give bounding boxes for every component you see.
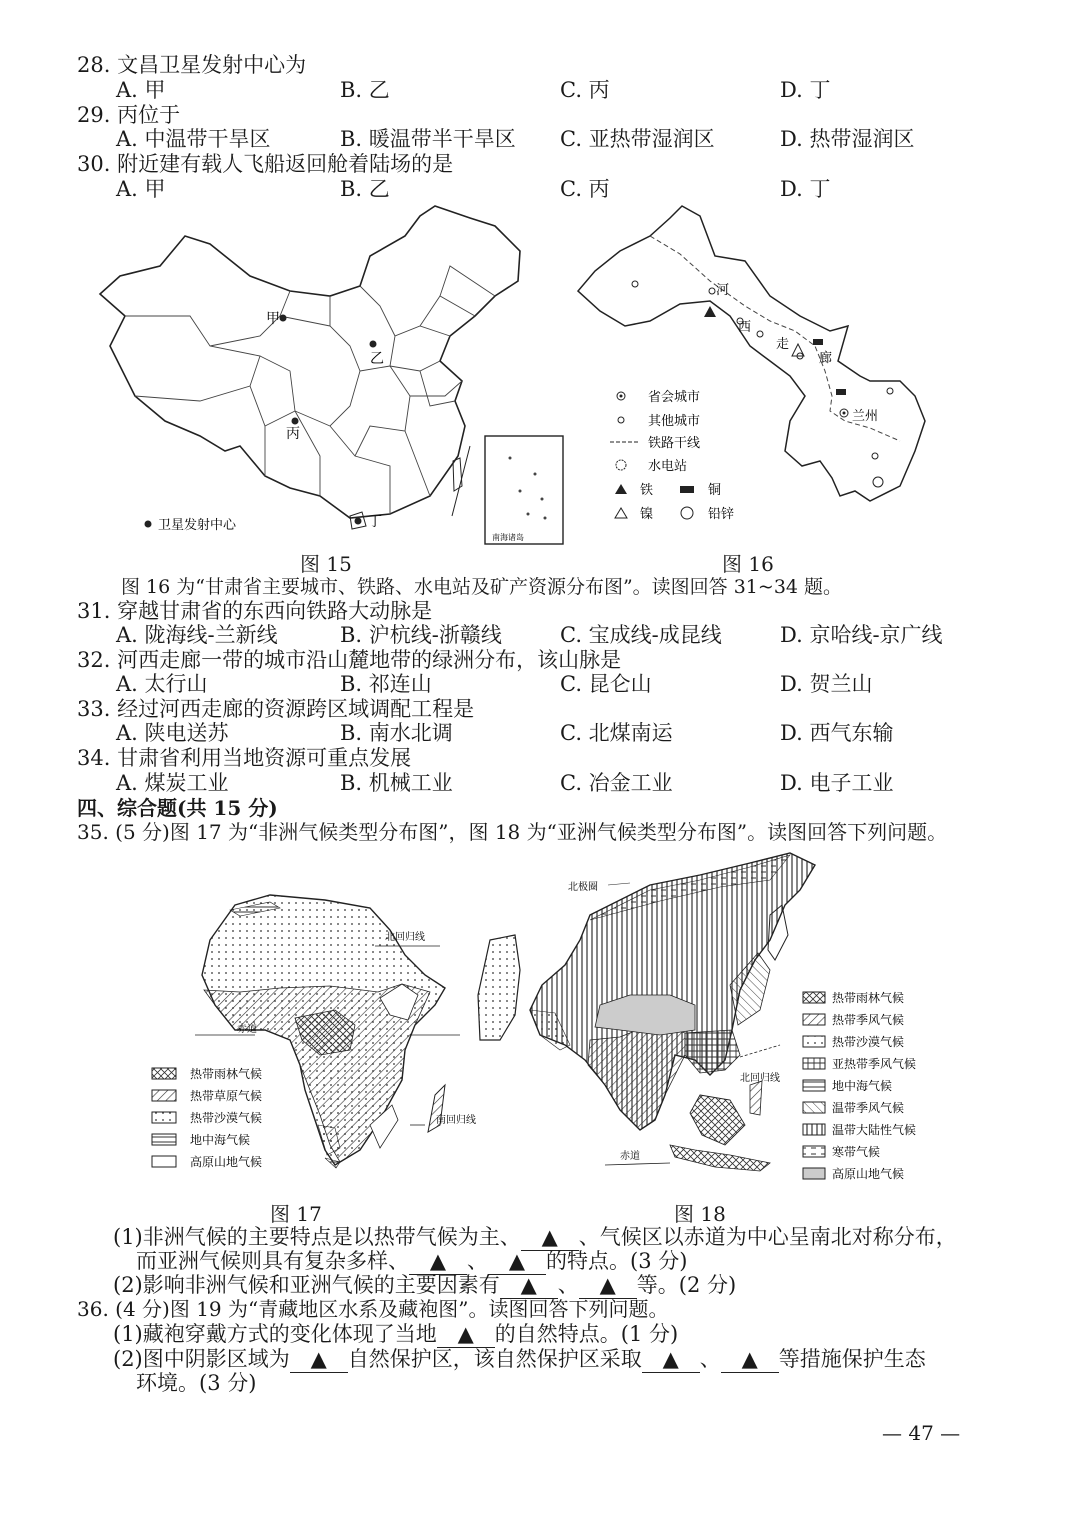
- answer-blank: ▲: [500, 1272, 558, 1299]
- q28-stem: 28. 文昌卫星发射中心为: [77, 53, 307, 77]
- q29-option-c: C. 亚热带湿润区: [560, 127, 715, 151]
- asia-legend-highland: 高原山地气候: [832, 1167, 905, 1181]
- q30-option-a: A. 甲: [116, 177, 166, 201]
- asia-arctic-circle-label: 北极圈: [568, 882, 598, 893]
- q33-stem: 33. 经过河西走廊的资源跨区域调配工程是: [77, 697, 475, 721]
- asia-legend-subtropical-monsoon: 亚热带季风气候: [832, 1057, 917, 1071]
- q36-part2-line1: (2)图中阴影区域为 ▲ 自然保护区，该自然保护区采取 ▲ 、 ▲ 等措施保护生态: [113, 1347, 926, 1371]
- label-jia: 甲: [266, 311, 280, 327]
- q32-option-a: A. 太行山: [116, 672, 208, 696]
- label-ding: 丁: [368, 514, 382, 530]
- q33-option-c: C. 北煤南运: [560, 721, 673, 745]
- legend-launch-center: 卫星发射中心: [158, 518, 237, 533]
- q34-option-b: B. 机械工业: [340, 771, 453, 795]
- asia-legend-desert: 热带沙漠气候: [832, 1035, 905, 1049]
- q33-option-d: D. 西气东输: [780, 721, 894, 745]
- q34-stem: 34. 甘肃省利用当地资源可重点发展: [77, 746, 412, 770]
- africa-equator-label: 赤道: [237, 1024, 257, 1035]
- figure-17-caption: 图 17: [270, 1202, 322, 1226]
- yi-dot: [370, 341, 377, 348]
- map-label-lang: 廊: [819, 351, 833, 366]
- africa-legend-highland: 高原山地气候: [190, 1155, 263, 1169]
- q28-option-b: B. 乙: [340, 78, 390, 102]
- figure-16-caption: 图 16: [722, 552, 774, 576]
- q32-option-d: D. 贺兰山: [780, 672, 873, 696]
- figure-18-asia-climate-map: [470, 845, 955, 1200]
- answer-blank: ▲: [290, 1346, 348, 1373]
- q31-option-c: C. 宝成线-成昆线: [560, 623, 722, 647]
- inset-label: 南海诸岛: [492, 533, 524, 542]
- asia-legend-mediterranean: 地中海气候: [832, 1079, 893, 1093]
- q29-option-d: D. 热带湿润区: [780, 127, 915, 151]
- q32-stem: 32. 河西走廊一带的城市沿山麓地带的绿洲分布，该山脉是: [77, 648, 622, 672]
- q33-option-a: A. 陕电送苏: [116, 721, 229, 745]
- figure-18-caption: 图 18: [674, 1202, 726, 1226]
- q36-part1: (1)藏袍穿戴方式的变化体现了当地 ▲ 的自然特点。(1 分): [113, 1322, 679, 1346]
- ding-dot: [355, 518, 362, 525]
- africa-tropic-south-label: 南回归线: [436, 1115, 476, 1126]
- south-china-sea-inset: [485, 436, 563, 544]
- q32-option-c: C. 昆仑山: [560, 672, 652, 696]
- section-four-heading: 四、综合题(共 15 分): [77, 796, 278, 820]
- africa-tropic-north-label: 北回归线: [385, 932, 425, 943]
- q31-option-d: D. 京哈线-京广线: [780, 623, 943, 647]
- legend-hydropower: 水电站: [648, 459, 688, 474]
- q30-option-b: B. 乙: [340, 177, 390, 201]
- legend-copper: 铜: [708, 483, 722, 498]
- q30-stem: 30. 附近建有载人飞船返回舱着陆场的是: [77, 152, 454, 176]
- answer-blank: ▲: [488, 1248, 546, 1275]
- label-yi: 乙: [370, 351, 384, 367]
- q36-part2-line2: 环境。(3 分): [136, 1371, 257, 1395]
- legend-other-city: 其他城市: [648, 414, 701, 429]
- asia-legend-polar: 寒带气候: [832, 1145, 881, 1159]
- legend-lead-zinc: 铅锌: [708, 507, 735, 522]
- page-number: — 47 —: [882, 1421, 961, 1445]
- q29-option-a: A. 中温带干旱区: [116, 127, 271, 151]
- q34-option-c: C. 冶金工业: [560, 771, 673, 795]
- legend-iron: 铁: [640, 483, 654, 498]
- q29-option-b: B. 暖温带半干旱区: [340, 127, 516, 151]
- q30-option-c: C. 丙: [560, 177, 610, 201]
- q35-part2: (2)影响非洲气候和亚洲气候的主要因素有 ▲ 、 ▲ 等。(2 分): [113, 1273, 737, 1297]
- q31-option-b: B. 沪杭线-浙赣线: [340, 623, 502, 647]
- map-label-lanzhou: 兰州: [852, 409, 879, 424]
- q32-option-b: B. 祁连山: [340, 672, 432, 696]
- q35-part1-line2: 而亚洲气候则具有复杂多样、 ▲ 、 ▲ 的特点。(3 分): [136, 1249, 688, 1273]
- asia-legend-tropical-monsoon: 热带季风气候: [832, 1013, 905, 1027]
- map-label-he: 河: [716, 283, 730, 298]
- answer-blank: ▲: [437, 1321, 495, 1348]
- answer-blank: ▲: [642, 1346, 700, 1373]
- map-label-zou: 走: [776, 337, 790, 352]
- q28-option-d: D. 丁: [780, 78, 831, 102]
- label-bing: 丙: [286, 426, 300, 442]
- q33-option-b: B. 南水北调: [340, 721, 453, 745]
- asia-tropic-north-label: 北回归线: [740, 1073, 780, 1084]
- figure-15-caption: 图 15: [300, 552, 352, 576]
- figure-15-china-map: [90, 196, 565, 546]
- asia-legend-temperate-monsoon: 温带季风气候: [832, 1101, 905, 1115]
- asia-equator-label: 赤道: [620, 1151, 640, 1162]
- africa-legend-mediterranean: 地中海气候: [190, 1133, 251, 1147]
- q34-option-a: A. 煤炭工业: [116, 771, 229, 795]
- answer-blank: ▲: [721, 1346, 779, 1373]
- q34-option-d: D. 电子工业: [780, 771, 894, 795]
- q31-option-a: A. 陇海线-兰新线: [116, 623, 278, 647]
- answer-blank: ▲: [409, 1248, 467, 1275]
- figure-17-africa-climate-map: [140, 880, 490, 1200]
- intro-31-34: 图 16 为“甘肃省主要城市、铁路、水电站及矿产资源分布图”。读图回答 31~34 题。: [121, 576, 843, 598]
- jia-dot: [280, 315, 287, 322]
- q31-stem: 31. 穿越甘肃省的东西向铁路大动脉是: [77, 599, 433, 623]
- bing-dot: [292, 418, 299, 425]
- answer-blank: ▲: [579, 1272, 637, 1299]
- legend-provincial-capital: 省会城市: [648, 390, 701, 405]
- africa-legend-savanna: 热带草原气候: [190, 1089, 263, 1103]
- q30-option-d: D. 丁: [780, 177, 831, 201]
- legend-railway: 铁路干线: [648, 436, 701, 451]
- africa-legend-rainforest: 热带雨林气候: [190, 1067, 263, 1081]
- map-label-xi: 西: [738, 320, 752, 335]
- legend-nickel: 镍: [640, 507, 654, 522]
- q35-part1-line1: (1)非洲气候的主要特点是以热带气候为主、 ▲ 、气候区以赤道为中心呈南北对称分布，: [113, 1225, 957, 1249]
- asia-legend-rainforest: 热带雨林气候: [832, 991, 905, 1005]
- q36-stem: 36. (4 分)图 19 为“青藏地区水系及藏袍图”。读图回答下列问题。: [77, 1297, 669, 1321]
- figure-16-gansu-map: [570, 196, 950, 541]
- africa-legend-desert: 热带沙漠气候: [190, 1111, 263, 1125]
- q29-stem: 29. 丙位于: [77, 103, 181, 127]
- asia-legend-temperate-continental: 温带大陆性气候: [832, 1123, 917, 1137]
- q28-option-a: A. 甲: [116, 78, 166, 102]
- q28-option-c: C. 丙: [560, 78, 610, 102]
- q35-stem: 35. (5 分)图 17 为“非洲气候类型分布图”，图 18 为“亚洲气候类型分布图”。读图回答下列问题。: [77, 820, 948, 844]
- answer-blank: ▲: [521, 1224, 579, 1251]
